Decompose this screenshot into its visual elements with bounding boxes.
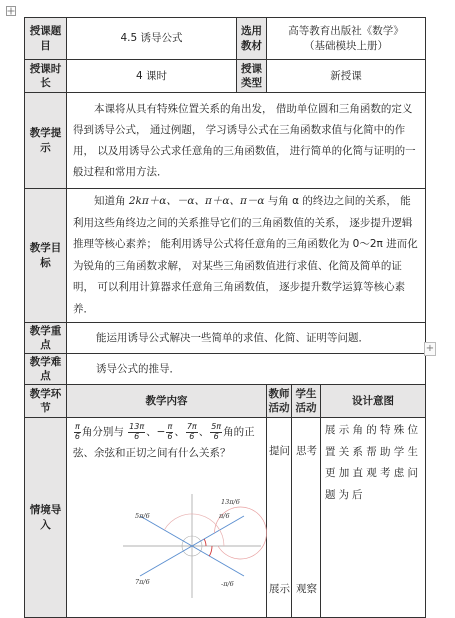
angle-label: 13π/6 — [221, 498, 240, 507]
topic-value: 4.5 诱导公式 — [67, 18, 237, 60]
design-intent-text: 展示角的特殊位置关系帮助学生更加直观考虑问题为后 — [325, 424, 422, 501]
frac-5pi-6: $\frac{5\pi}{6}$ — [211, 422, 222, 441]
frac-7pi-6: $\frac{7\pi}{6}$ — [186, 422, 197, 441]
teacher-activity-ask: 提问 — [269, 445, 291, 458]
teacher-activity-show: 展示 — [269, 583, 291, 596]
lesson-plan-table — [24, 17, 426, 618]
add-column-plus-icon[interactable]: + — [425, 343, 435, 354]
angle-label: π/6 — [219, 512, 230, 521]
topic-label: 授课题目 — [25, 18, 67, 60]
goal-text-prefix: 知道角 — [94, 195, 129, 207]
frac-pi-6: $\frac{\pi}{6}$ — [74, 422, 80, 441]
student-activity-observe: 观察 — [296, 583, 318, 596]
textbook-label: 选用教材 — [237, 18, 267, 60]
frac-neg-pi-6: $\frac{\pi}{6}$ — [167, 422, 173, 441]
hours-value: 4 课时 — [67, 60, 237, 93]
type-label: 授课类型 — [237, 60, 267, 93]
difficulty-text: 诱导公式的推导． — [67, 354, 426, 385]
goal-label: 教学目标 — [25, 189, 67, 323]
teacher-activity — [267, 418, 292, 618]
unit-circle-figure — [117, 490, 267, 602]
frac-13pi-6: $\frac{13\pi}{6}$ — [129, 422, 145, 441]
situation-content — [67, 418, 267, 618]
header-design: 设计意图 — [321, 385, 426, 418]
situation-question: $\frac{\pi}{6}$ 角分别与 $\frac{13\pi}{6}$ 、− $\frac{\pi}{6}$ 、 $\frac{7\pi}{6}$ 、 $\frac{5\pi}{6}$ 角的正弦、余弦和正切之间有什么关系？ — [73, 422, 255, 460]
hint-label: 教学提示 — [25, 93, 67, 189]
textbook-publisher: 高等教育出版社《数学》 — [288, 24, 404, 37]
arc-neg-pi-6 — [209, 546, 212, 556]
header-content: 教学内容 — [67, 385, 267, 418]
header-student: 学生活动 — [292, 385, 321, 418]
hours-label: 授课时长 — [25, 60, 67, 93]
hint-text: 本课将从具有特殊位置关系的角出发， 借助单位圆和三角函数的定义得到诱导公式， 通过例题， 学习诱导公式在三角函数求值与化简中的作用， 以及用诱导公式求任意角的三角函数值， 进行简单的化简与证明的一般过程和常用方法． — [73, 102, 416, 178]
goal-text-cell — [67, 189, 426, 323]
design-intent — [321, 418, 426, 618]
key-point-text: 能运用诱导公式解决一些简单的求值、化简、证明等问题． — [67, 323, 426, 354]
student-activity-think: 思考 — [296, 445, 318, 458]
difficulty-label: 教学难点 — [25, 354, 67, 385]
angle-label: 5π/6 — [135, 512, 150, 521]
type-value: 新授课 — [267, 60, 426, 93]
header-teacher: 教师活动 — [267, 385, 292, 418]
angle-label: -π/6 — [221, 580, 234, 589]
situation-label: 情境导入 — [25, 418, 67, 618]
arc-5pi-6 — [164, 514, 224, 546]
figure-group — [123, 494, 267, 598]
student-activity — [292, 418, 321, 618]
arc-pi-6 — [204, 539, 206, 546]
textbook-value — [267, 18, 426, 60]
table-move-handle-icon[interactable] — [6, 6, 16, 16]
hint-text-cell — [67, 93, 426, 189]
textbook-volume: （基础模块上册） — [304, 39, 389, 52]
key-point-label: 教学重点 — [25, 323, 67, 354]
goal-text — [67, 189, 425, 322]
header-stage: 教学环节 — [25, 385, 67, 418]
angle-label: 7π/6 — [135, 578, 150, 587]
goal-text-rest: 与角 α 的终边之间的关系， 能利用这些角终边之间的关系推导它们的三角函数值的关系， 逐步提升逻辑推理等核心素养； 能利用诱导公式将任意角的三角函数化为 0～2π 进而化为锐角的三角函数求解， 对某些三角函数值进行求值、化简及简单的证明， 可以利用计算器求任意角三角函数值， 逐步提升数学运算等核心素养． — [73, 195, 418, 315]
goal-angles: 2kπ＋α、－α、π＋α、π－α — [128, 195, 265, 207]
